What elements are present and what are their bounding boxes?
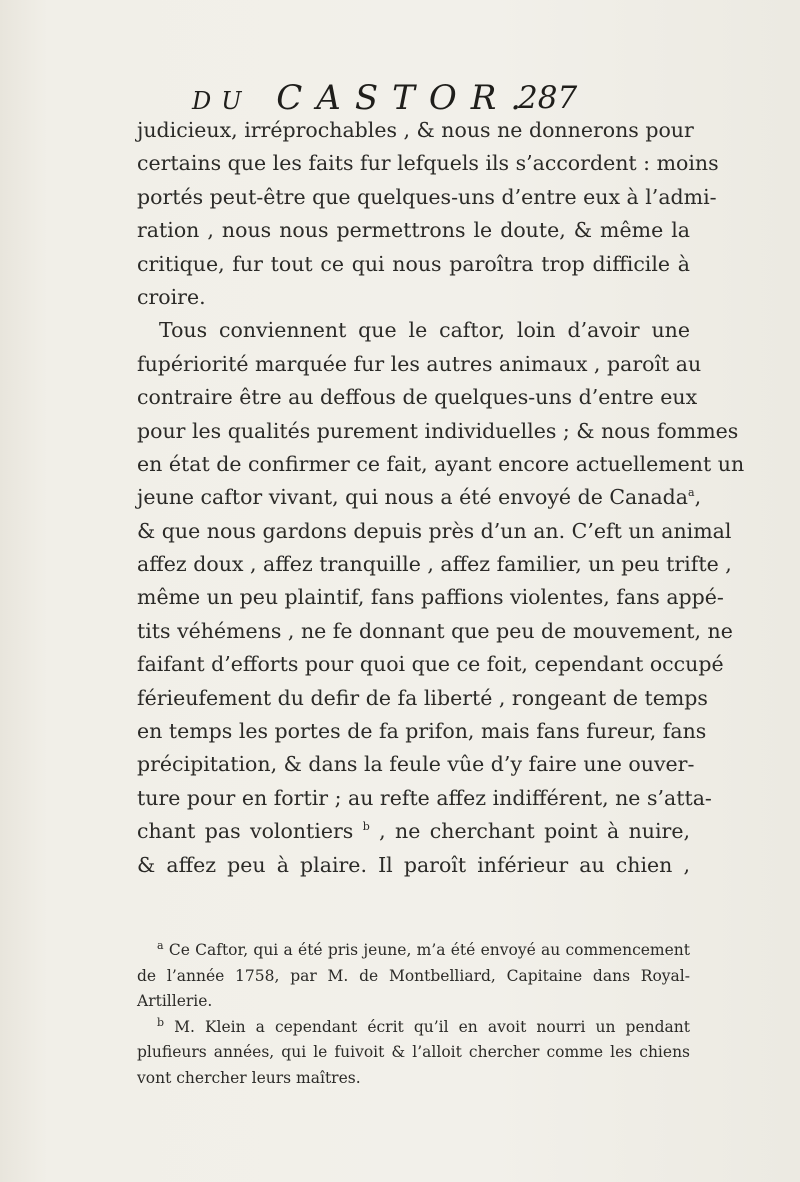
footnote-ref-b: b [362,820,370,834]
text-segment: chant pas volontiers [137,819,354,844]
footnote-ref-a: a [688,486,695,500]
text-line: portés peut-être que quelques-uns d’entre eux à l’admi- [137,184,717,209]
running-head-castor: CASTOR. [276,78,536,118]
text-line: faifant d’efforts pour quoi que ce foit, cependant occupé [137,652,724,677]
text-line: ture pour en fortir ; au refte affez indifférent, ne s’atta- [137,785,712,810]
text-line: pour les qualités purement individuelles ; & nous fommes [137,418,739,443]
page-header [0,78,800,118]
running-head-du: DU [192,87,252,115]
running-head [192,78,535,118]
text-line-with-note-b [137,815,690,848]
footnotes [137,938,690,1091]
text-line: tits véhémens , ne fe donnant que peu de mouvement, ne [137,618,733,643]
text-line: même un peu plaintif, fans paffions violentes, fans appé- [137,585,724,610]
text-line: & que nous gardons depuis près d’un an. C’eft un animal [137,518,732,543]
text-line: judicieux, irréprochables , & nous ne donnerons pour [137,118,694,142]
footnote-b-line: vont chercher leurs maîtres. [137,1068,361,1087]
text-segment: , ne cherchant point à nuire, [369,819,691,844]
text-segment: jeune caftor vivant, qui nous a été envoyé de Canada [137,485,689,510]
footnote-b-line: plufieurs années, qui le fuivoit & l’alloit chercher comme les chiens [137,1043,690,1061]
page-number: 287 [518,80,578,116]
text-line: contraire être au deffous de quelques-uns d’entre eux [137,385,698,410]
text-line: férieufement du defir de fa liberté , rongeant de temps [137,685,708,710]
text-line: affez doux , affez tranquille , affez familier, un peu trifte , [137,552,732,577]
paragraph-start-line: Tous conviennent que le caftor, loin d’avoir une [159,318,690,343]
footnote-a-line: Artillerie. [137,992,213,1010]
text-line: précipitation, & dans la feule vûe d’y faire une ouver- [137,752,695,777]
footnote-marker-a: a [157,938,164,952]
text-line: & affez peu à plaire. Il paroît inférieur au chien , [137,852,690,877]
footnote-a-line [137,938,690,964]
text-line: croire. [137,284,206,309]
footnote-text: Ce Caftor, qui a été pris jeune, m’a été envoyé au commencement [168,941,690,959]
text-line: certains que les faits fur lefquels ils s’accordent : moins [137,151,719,176]
text-segment: , [694,485,702,510]
text-line: en état de confirmer ce fait, ayant encore actuellement un [137,451,745,476]
text-line-with-note-a [137,481,702,514]
footnote-a-line: de l’année 1758, par M. de Montbelliard, Capitaine dans Royal- [137,966,690,985]
text-line: ration , nous nous permettrons le doute, & même la [137,218,690,243]
text-line: fupériorité marquée fur les autres animaux , paroît au [137,351,702,376]
body-text [137,114,745,882]
text-line: critique, fur tout ce qui nous paroîtra trop difficile à [137,251,690,276]
footnote-b-line [137,1015,690,1041]
footnote-text: M. Klein a cependant écrit qu’il en avoit nourri un pendant [174,1017,690,1036]
text-line: en temps les portes de fa prifon, mais fans fureur, fans [137,719,707,744]
footnote-marker-b: b [157,1015,165,1029]
